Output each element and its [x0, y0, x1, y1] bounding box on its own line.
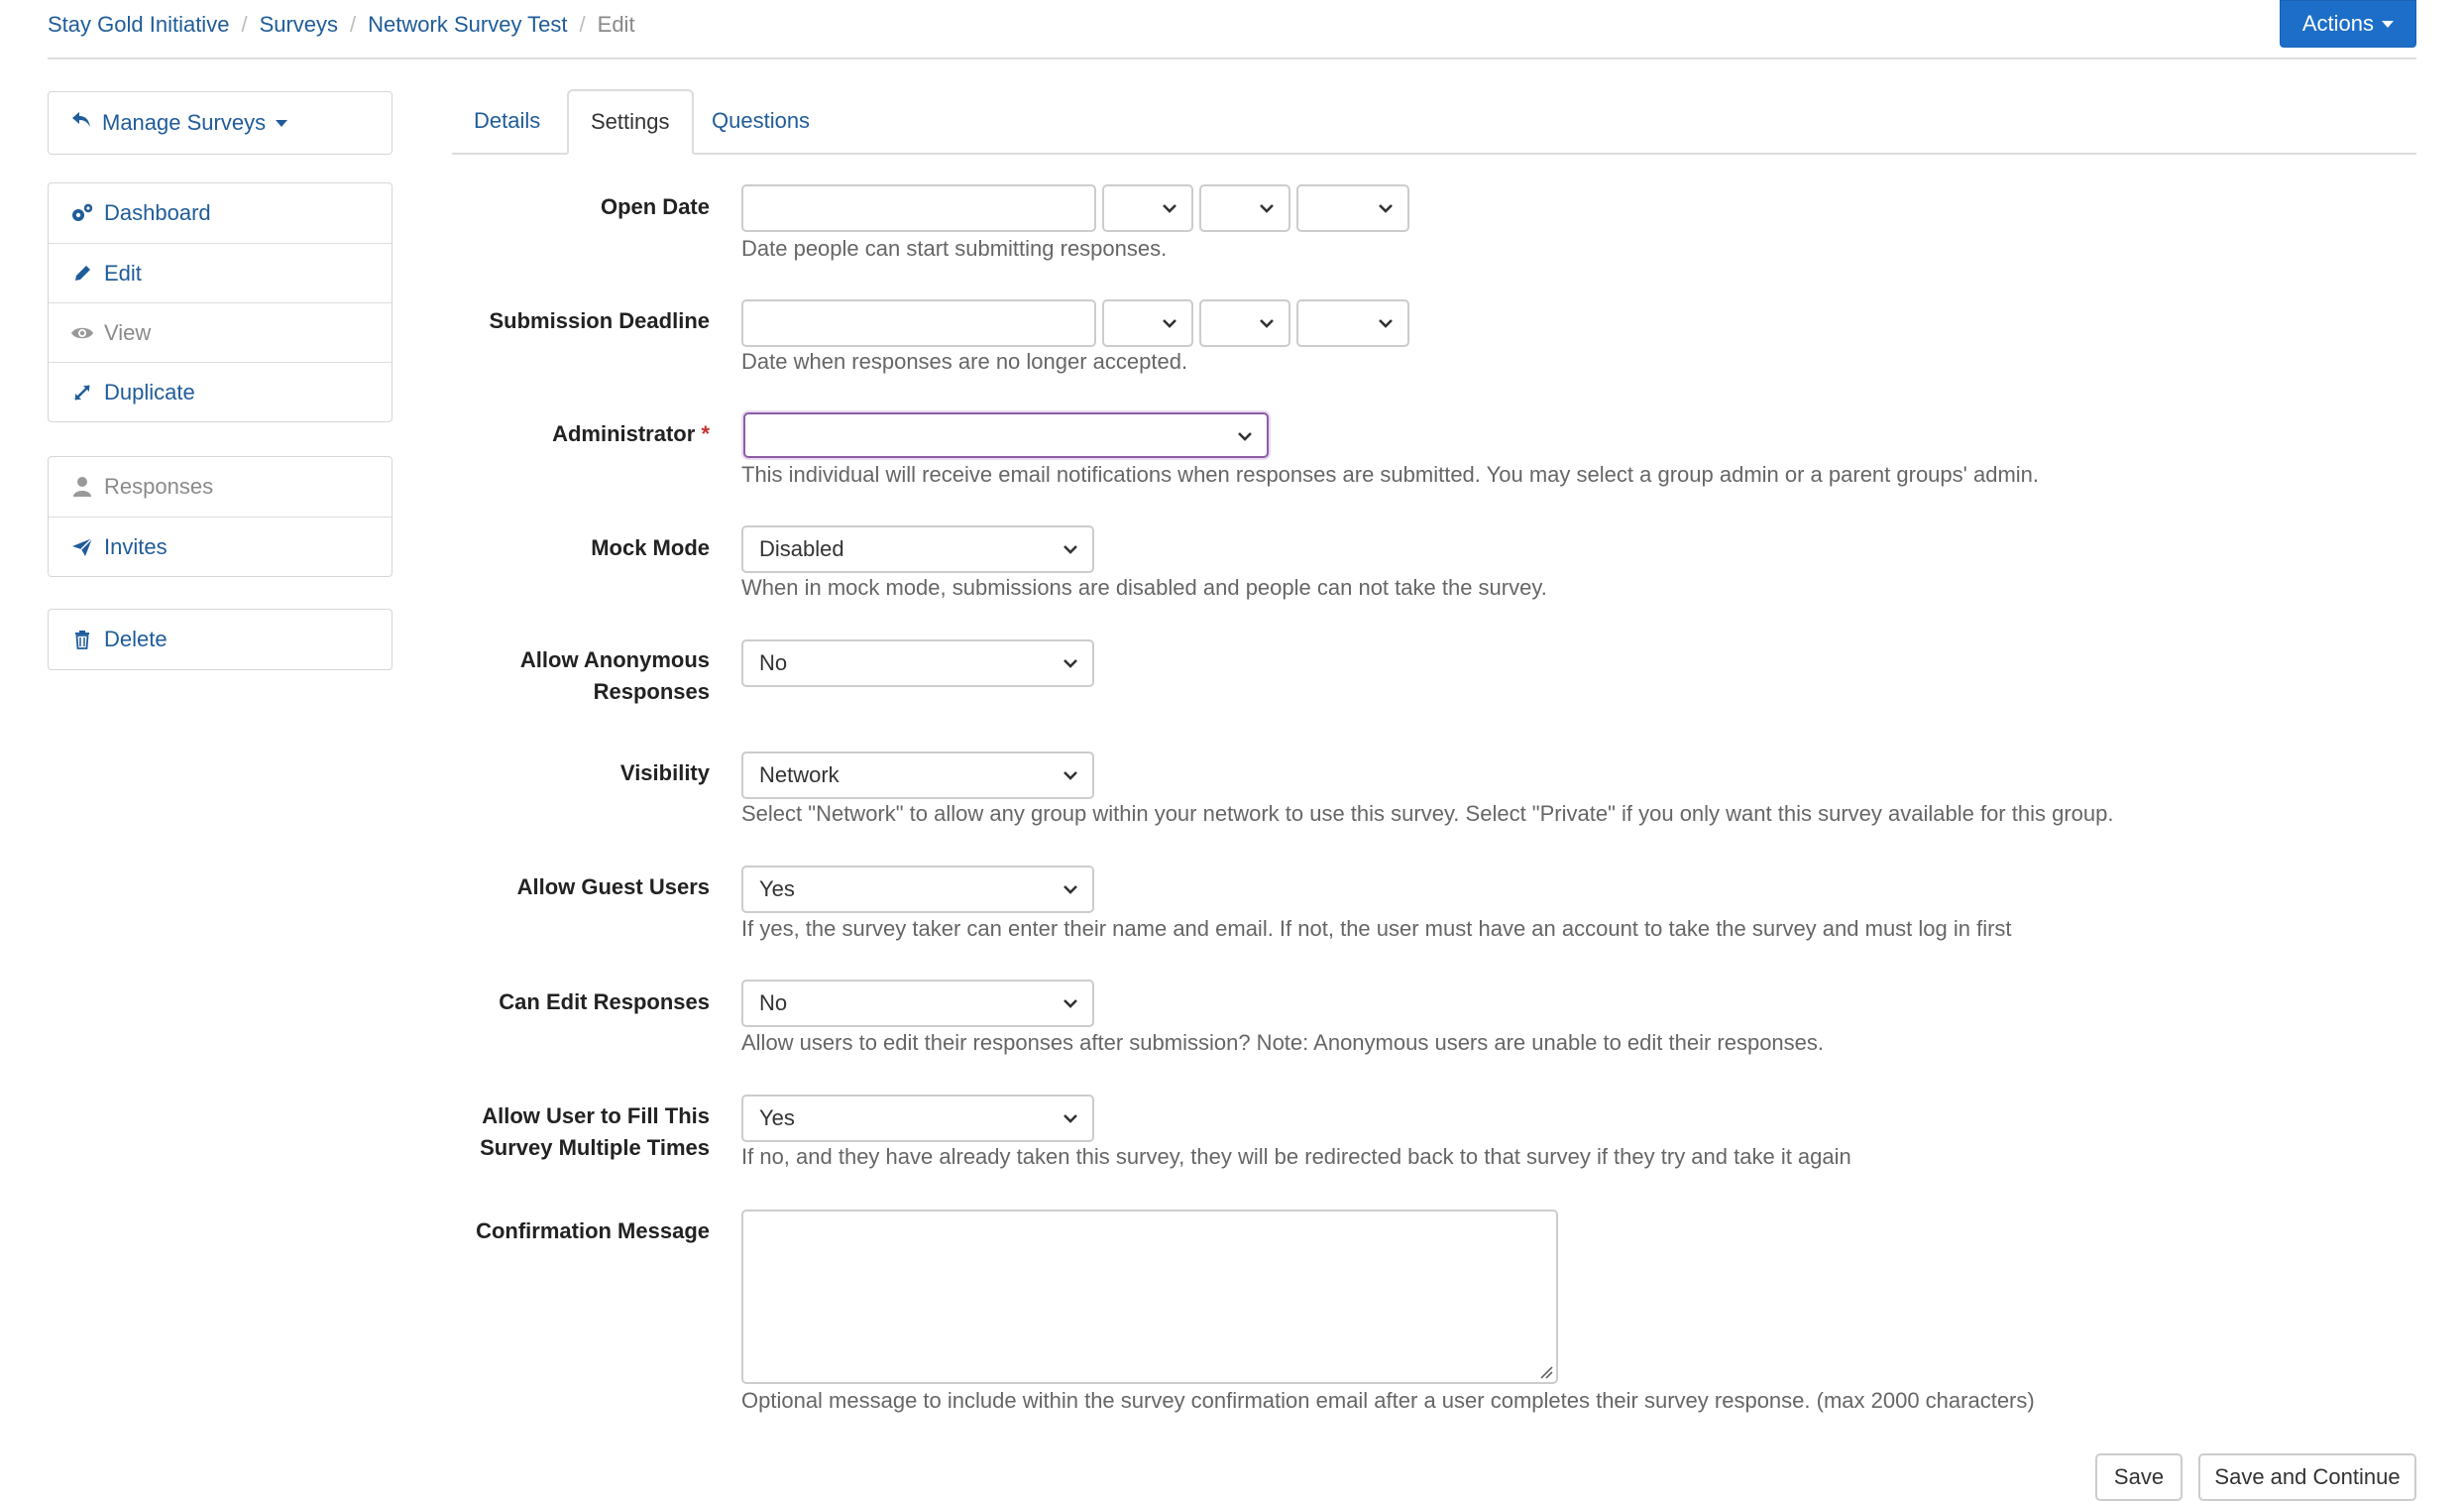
anonymous-label	[520, 644, 710, 708]
multiple-times-value: Yes	[759, 1105, 795, 1130]
save-and-continue-button[interactable]	[2198, 1453, 2416, 1501]
sidebar-item-label: Delete	[104, 627, 168, 651]
open-date-ampm-select[interactable]	[1296, 184, 1409, 232]
open-date-help: Date people can start submitting responses.	[741, 236, 1168, 261]
visibility-value: Network	[759, 762, 840, 787]
breadcrumb-link-surveys[interactable]: Surveys	[259, 12, 339, 37]
anonymous-value: No	[759, 650, 788, 675]
deadline-hour-select[interactable]	[1102, 299, 1193, 347]
cogs-icon	[70, 201, 94, 225]
administrator-help: This individual will receive email notifications when responses are submitted. You may select a group admin or a parent groups' admin.	[741, 462, 2039, 487]
tab-label: Questions	[712, 108, 811, 133]
chevron-down-icon	[1063, 541, 1078, 557]
multiple-times-help: If no, and they have already taken this survey, they will be redirected back to that survey if they try and take it again	[741, 1144, 1851, 1169]
chevron-down-icon	[1063, 655, 1078, 671]
resize-handle-icon[interactable]	[1539, 1365, 1553, 1379]
multiple-times-label-line2: Survey Multiple Times	[480, 1135, 710, 1160]
sidebar-item-label: Invites	[104, 533, 168, 559]
chevron-down-icon	[1259, 315, 1275, 331]
sidebar-item-dashboard[interactable]	[49, 183, 392, 243]
anonymous-select[interactable]	[741, 639, 1094, 687]
sidebar-item-label: View	[104, 319, 152, 345]
sidebar-item-label: Responses	[104, 474, 214, 499]
sidebar-item-label: Edit	[104, 260, 142, 286]
manage-surveys-label: Manage Surveys	[102, 110, 267, 135]
chevron-down-icon	[1063, 1110, 1078, 1126]
sidebar-nav-group	[48, 182, 392, 422]
required-marker: *	[701, 421, 710, 446]
sidebar-item-label: Dashboard	[104, 200, 211, 225]
expand-icon	[70, 381, 94, 404]
chevron-down-icon	[1259, 200, 1275, 216]
chevron-down-icon	[1162, 200, 1177, 216]
sidebar-item-label: Duplicate	[104, 379, 195, 404]
open-date-minute-select[interactable]	[1199, 184, 1290, 232]
open-date-label: Open Date	[600, 194, 710, 219]
mock-mode-help: When in mock mode, submissions are disabled and people can not take the survey.	[741, 575, 1547, 600]
multiple-times-label	[480, 1100, 710, 1164]
edit-responses-value: No	[759, 990, 788, 1015]
trash-icon	[70, 628, 94, 651]
sidebar-item-delete[interactable]	[49, 610, 392, 669]
pencil-icon	[70, 262, 94, 286]
breadcrumb	[48, 12, 635, 38]
edit-responses-label: Can Edit Responses	[499, 989, 710, 1014]
guest-users-help: If yes, the survey taker can enter their name and email. If not, the user must have an account to take the survey and must log in first	[741, 916, 2012, 941]
guest-users-value: Yes	[759, 876, 795, 901]
mock-mode-label: Mock Mode	[591, 535, 710, 560]
chevron-down-icon	[1063, 881, 1078, 897]
visibility-select[interactable]	[741, 751, 1094, 799]
chevron-down-icon	[1237, 428, 1253, 444]
administrator-label-text: Administrator	[552, 421, 696, 446]
chevron-down-icon	[1378, 200, 1394, 216]
actions-dropdown-button[interactable]	[2280, 0, 2416, 48]
paper-plane-icon	[70, 535, 94, 559]
caret-down-icon	[2382, 21, 2394, 28]
administrator-select[interactable]	[743, 412, 1269, 458]
administrator-label	[552, 418, 710, 450]
guest-users-label: Allow Guest Users	[516, 874, 710, 899]
deadline-help: Date when responses are no longer accepted.	[741, 349, 1188, 374]
chevron-down-icon	[1378, 315, 1394, 331]
breadcrumb-separator: /	[241, 12, 248, 37]
mock-mode-select[interactable]	[741, 525, 1094, 573]
visibility-help: Select "Network" to allow any group within your network to use this survey. Select "Private" if you only want this survey available for this group.	[741, 801, 2114, 826]
visibility-label: Visibility	[619, 760, 710, 785]
save-button[interactable]	[2095, 1453, 2183, 1501]
breadcrumb-link-group[interactable]: Stay Gold Initiative	[48, 12, 230, 37]
deadline-input[interactable]	[741, 299, 1096, 347]
anonymous-label-line2: Responses	[593, 679, 710, 704]
breadcrumb-link-survey[interactable]: Network Survey Test	[368, 12, 568, 37]
eye-icon	[70, 321, 94, 345]
sidebar-delete-group	[48, 609, 392, 670]
edit-responses-select[interactable]	[741, 980, 1094, 1027]
confirmation-label: Confirmation Message	[476, 1218, 710, 1243]
manage-surveys-panel	[48, 91, 392, 155]
tab-label: Settings	[591, 109, 670, 134]
chevron-down-icon	[1063, 995, 1078, 1011]
save-button-label: Save	[2113, 1464, 2165, 1489]
sidebar-item-duplicate[interactable]	[49, 362, 392, 421]
open-date-input[interactable]	[741, 184, 1096, 232]
guest-users-select[interactable]	[741, 866, 1094, 913]
mock-mode-value: Disabled	[759, 536, 844, 561]
survey-tabs	[452, 89, 2416, 155]
confirmation-message-textarea[interactable]	[741, 1210, 1558, 1384]
confirmation-help: Optional message to include within the survey confirmation email after a user completes their survey response. (max 2000 characters)	[741, 1388, 2035, 1413]
tab-details[interactable]	[452, 89, 562, 153]
multiple-times-select[interactable]	[741, 1095, 1094, 1142]
reply-arrow-icon	[70, 110, 92, 136]
sidebar-item-invites[interactable]	[49, 517, 392, 576]
top-bar	[48, 0, 2416, 59]
deadline-label: Submission Deadline	[489, 308, 710, 333]
save-and-continue-label: Save and Continue	[2214, 1464, 2401, 1489]
chevron-down-icon	[1063, 767, 1078, 783]
sidebar-item-edit[interactable]	[49, 243, 392, 302]
user-icon	[70, 475, 94, 499]
open-date-hour-select[interactable]	[1102, 184, 1193, 232]
anonymous-label-line1: Allow Anonymous	[519, 647, 710, 672]
multiple-times-label-line1: Allow User to Fill This	[482, 1103, 710, 1128]
caret-down-icon	[276, 120, 287, 127]
actions-button-label: Actions	[2301, 11, 2374, 36]
sidebar-item-responses[interactable]	[49, 457, 392, 517]
tab-settings[interactable]	[567, 89, 694, 155]
deadline-minute-select[interactable]	[1199, 299, 1290, 347]
tab-questions[interactable]	[690, 89, 832, 153]
manage-surveys-button[interactable]	[49, 92, 392, 154]
sidebar-responses-group	[48, 456, 392, 577]
sidebar-item-view[interactable]	[49, 302, 392, 362]
breadcrumb-current: Edit	[597, 12, 635, 37]
breadcrumb-separator: /	[579, 12, 586, 37]
tab-label: Details	[474, 108, 541, 133]
chevron-down-icon	[1162, 315, 1177, 331]
edit-responses-help: Allow users to edit their responses after submission? Note: Anonymous users are unable to edit their responses.	[741, 1030, 1825, 1055]
deadline-ampm-select[interactable]	[1296, 299, 1409, 347]
breadcrumb-separator: /	[350, 12, 357, 37]
